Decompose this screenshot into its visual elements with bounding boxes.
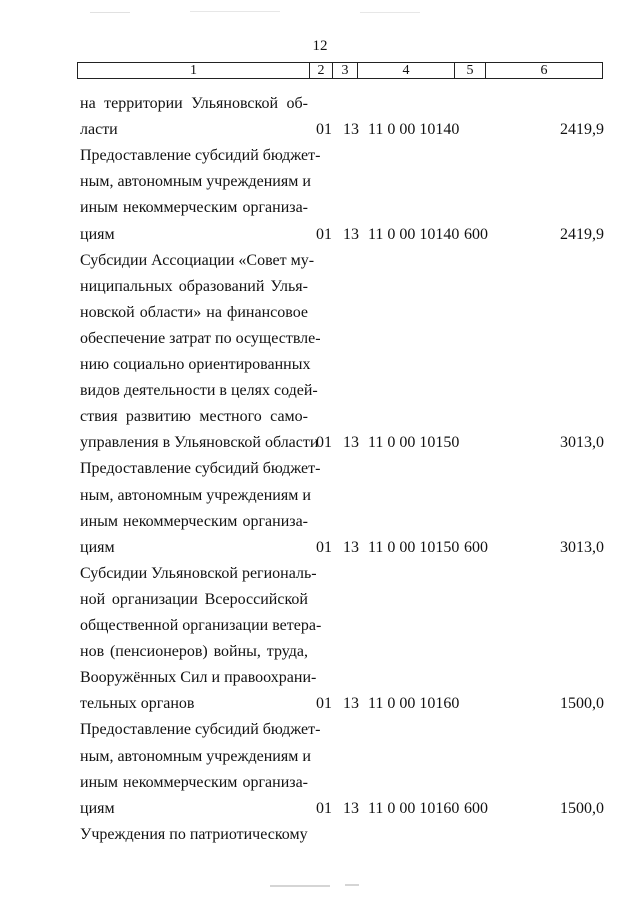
row-target-article: 11 0 00 10160	[368, 799, 460, 817]
row-description-line: ным, автономным учреждениям и	[80, 173, 311, 191]
row-expense-type: 600	[464, 538, 488, 556]
page-number: 12	[312, 38, 328, 54]
row-description-line: иным некоммерческим организа-	[80, 199, 308, 217]
scan-artifact	[345, 884, 359, 886]
row-description-line: управления в Ульяновской области	[80, 434, 319, 452]
row-description-line: ствия развитию местного само-	[80, 408, 308, 426]
row-description-line: циям	[80, 799, 115, 817]
row-amount: 3013,0	[560, 538, 604, 556]
row-description-line: видов деятельности в целях содей-	[80, 382, 318, 400]
row-expense-type: 600	[464, 225, 488, 243]
column-header-4: 4	[358, 63, 455, 79]
row-section-code: 01	[316, 121, 332, 139]
row-description-line: ной организации Всероссийской	[80, 590, 308, 608]
row-section-code: 01	[316, 434, 332, 452]
column-header-5: 5	[455, 63, 486, 79]
row-description-line: нов (пенсионеров) войны, труда,	[80, 643, 308, 661]
scan-artifact	[270, 885, 330, 887]
row-description-line: Предоставление субсидий бюджет-	[80, 460, 321, 478]
row-amount: 3013,0	[560, 434, 604, 452]
row-description-line: ласти	[80, 121, 118, 139]
row-target-article: 11 0 00 10160	[368, 695, 460, 713]
row-subsection-code: 13	[343, 695, 359, 713]
row-description-line: общественной организации ветера-	[80, 617, 322, 634]
row-description-line: ным, автономным учреждениям и	[80, 486, 311, 504]
row-section-code: 01	[316, 538, 332, 556]
row-amount: 1500,0	[560, 799, 604, 817]
row-subsection-code: 13	[343, 799, 359, 817]
row-description-line: иным некоммерческим организа-	[80, 512, 308, 530]
row-description-line: Вооружённых Сил и правоохрани-	[80, 669, 317, 687]
row-section-code: 01	[316, 695, 332, 713]
row-description-line: обеспечение затрат по осуществле-	[80, 329, 321, 347]
row-description-line: нию социально ориентированных	[80, 356, 311, 373]
row-subsection-code: 13	[343, 121, 359, 139]
row-target-article: 11 0 00 10150	[368, 434, 460, 452]
row-description-line: тельных органов	[80, 695, 195, 713]
row-description-line: ным, автономным учреждениям и	[80, 747, 311, 765]
column-header-1: 1	[78, 63, 310, 79]
row-target-article: 11 0 00 10140	[368, 225, 460, 243]
row-description-line: циям	[80, 225, 115, 243]
row-amount: 2419,9	[560, 225, 604, 243]
row-description-line: Предоставление субсидий бюджет-	[80, 147, 321, 165]
column-header-table	[77, 62, 603, 79]
column-header-6: 6	[486, 63, 603, 79]
scan-artifact	[190, 11, 280, 12]
row-description-line: ниципальных образований Улья-	[80, 277, 308, 295]
row-description-line: иным некоммерческим организа-	[80, 773, 308, 791]
column-header-3: 3	[333, 63, 358, 79]
row-subsection-code: 13	[343, 225, 359, 243]
row-amount: 2419,9	[560, 121, 604, 139]
row-description-line: Субсидии Ульяновской региональ-	[80, 564, 317, 582]
row-section-code: 01	[316, 225, 332, 243]
scan-artifact	[360, 12, 420, 13]
row-subsection-code: 13	[343, 434, 359, 452]
row-target-article: 11 0 00 10150	[368, 538, 460, 556]
scan-artifact	[90, 12, 130, 13]
row-description-line: на территории Ульяновской об-	[80, 95, 308, 112]
row-description-line: Учреждения по патриотическому	[80, 825, 308, 843]
row-description-line: циям	[80, 538, 115, 556]
row-description-line: Предоставление субсидий бюджет-	[80, 721, 321, 739]
row-subsection-code: 13	[343, 538, 359, 556]
row-description-line: новской области» на финансовое	[80, 303, 308, 321]
row-expense-type: 600	[464, 799, 488, 817]
row-amount: 1500,0	[560, 695, 604, 713]
row-target-article: 11 0 00 10140	[368, 121, 460, 139]
column-header-2: 2	[310, 63, 333, 79]
row-section-code: 01	[316, 799, 332, 817]
row-description-line: Субсидии Ассоциации «Совет му-	[80, 251, 315, 269]
